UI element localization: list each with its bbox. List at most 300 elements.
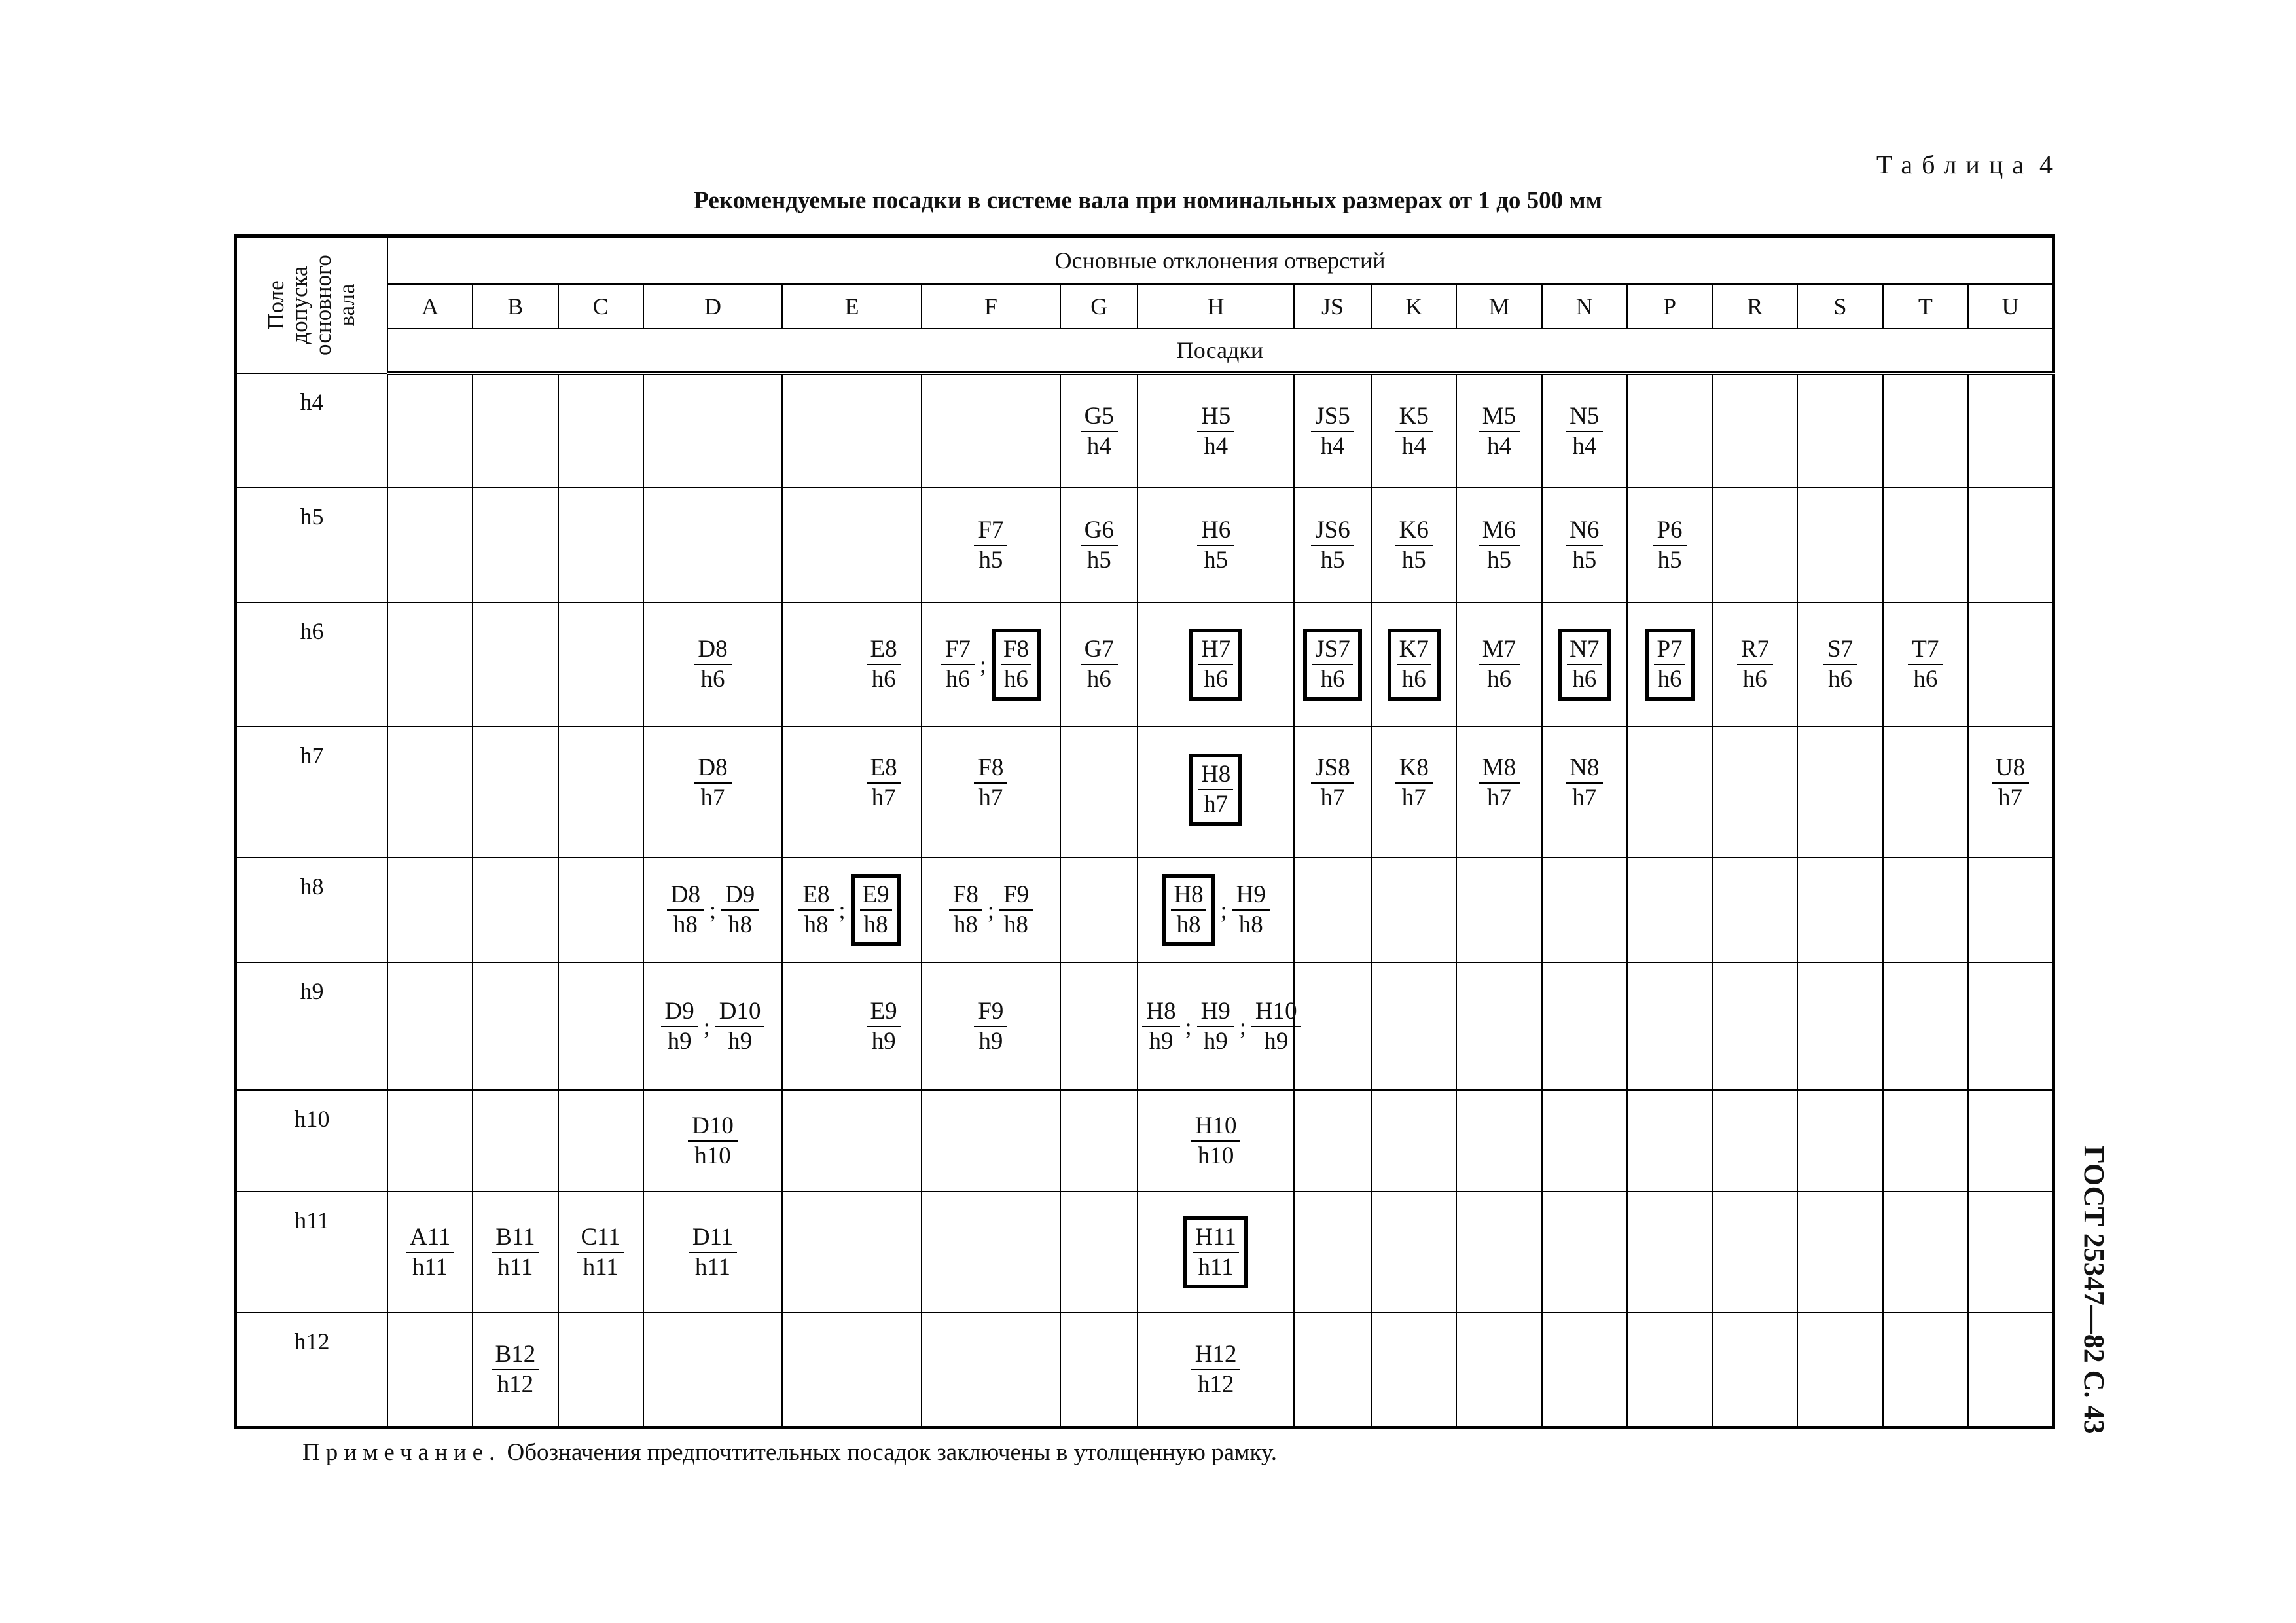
fit-shaft-tolerance: h7 bbox=[1486, 784, 1511, 811]
fit-separator: ; bbox=[709, 897, 716, 923]
fit-cell-h6-t bbox=[1883, 602, 1968, 727]
fit-cell-h11-d bbox=[643, 1192, 782, 1313]
fit bbox=[1566, 402, 1603, 461]
preferred-fit bbox=[1388, 629, 1441, 701]
fit-cell-h6-b bbox=[473, 602, 558, 727]
fit bbox=[941, 635, 975, 694]
fit-cell-h9-k bbox=[1371, 962, 1456, 1090]
fit-cell-h7-b bbox=[473, 727, 558, 858]
fit-shaft-tolerance: h6 bbox=[1086, 666, 1111, 693]
fit-shaft-tolerance: h8 bbox=[1176, 911, 1201, 938]
fit-cell-h5-h bbox=[1138, 488, 1294, 602]
fit-hole-tolerance: F8 bbox=[974, 754, 1007, 784]
fit bbox=[1395, 516, 1433, 575]
fit-hole-tolerance: K7 bbox=[1397, 635, 1431, 665]
fit-shaft-tolerance: h7 bbox=[1204, 791, 1229, 818]
column-header-p: P bbox=[1627, 284, 1712, 329]
fit-shaft-tolerance: h6 bbox=[1204, 666, 1229, 693]
fit-cell-h11-m bbox=[1456, 1192, 1541, 1313]
preferred-fit bbox=[1189, 629, 1242, 701]
fit-hole-tolerance: N6 bbox=[1566, 516, 1603, 546]
fit-cell-h10-p bbox=[1627, 1090, 1712, 1192]
fit-shaft-tolerance: h7 bbox=[700, 784, 725, 811]
fit-cell-h12-n bbox=[1542, 1313, 1627, 1427]
fit-shaft-tolerance: h5 bbox=[1572, 546, 1597, 574]
fit-shaft-tolerance: h5 bbox=[1486, 546, 1511, 574]
fit-cell-h8-f bbox=[922, 858, 1060, 962]
fit-hole-tolerance: JS5 bbox=[1311, 402, 1354, 432]
fit-cell-h10-g bbox=[1060, 1090, 1138, 1192]
fit-hole-tolerance: P7 bbox=[1654, 635, 1685, 665]
column-header-t: T bbox=[1883, 284, 1968, 329]
fit-shaft-tolerance: h5 bbox=[1401, 546, 1426, 574]
table-label-number: 4 bbox=[2039, 150, 2053, 179]
corner-label-line: основного bbox=[310, 255, 336, 356]
fit-cell-h8-h bbox=[1138, 858, 1294, 962]
fit-shaft-tolerance: h5 bbox=[1320, 546, 1345, 574]
fit-cell-h11-t bbox=[1883, 1192, 1968, 1313]
fit-hole-tolerance: P6 bbox=[1653, 516, 1686, 546]
fit-cell-h7-k bbox=[1371, 727, 1456, 858]
column-header-m: M bbox=[1456, 284, 1541, 329]
fit-cell-h11-b bbox=[473, 1192, 558, 1313]
preferred-fit bbox=[992, 629, 1041, 701]
fit-cell-h5-g bbox=[1060, 488, 1138, 602]
fit-hole-tolerance: E8 bbox=[798, 881, 833, 911]
fit bbox=[1395, 754, 1433, 812]
fit-cell-h4-r bbox=[1712, 373, 1797, 488]
fit bbox=[1479, 754, 1520, 812]
fit-cell-h12-u bbox=[1968, 1313, 2054, 1427]
fit-cell-h9-u bbox=[1968, 962, 2054, 1090]
table-row bbox=[236, 602, 2054, 727]
fit-shaft-tolerance: h8 bbox=[863, 911, 888, 938]
fit-hole-tolerance: U8 bbox=[1992, 754, 2029, 784]
fit-cell-h4-a bbox=[387, 373, 473, 488]
table-row bbox=[236, 727, 2054, 858]
fit-hole-tolerance: D8 bbox=[694, 754, 731, 784]
fit-hole-tolerance: H11 bbox=[1193, 1223, 1238, 1253]
fit bbox=[661, 997, 698, 1056]
fit-separator: ; bbox=[1185, 1013, 1192, 1040]
shaft-tolerance-h6: h6 bbox=[236, 602, 387, 727]
fit-cell-h12-a bbox=[387, 1313, 473, 1427]
fit-hole-tolerance: B12 bbox=[492, 1340, 540, 1370]
fit-shaft-tolerance: h6 bbox=[1657, 666, 1682, 693]
fit-shaft-tolerance: h11 bbox=[497, 1253, 533, 1281]
fit-shaft-tolerance: h7 bbox=[871, 784, 896, 811]
corner-label-line: допуска bbox=[287, 266, 313, 344]
fit-shaft-tolerance: h9 bbox=[1264, 1027, 1289, 1055]
fit-cell-h9-c bbox=[558, 962, 643, 1090]
fit-hole-tolerance: H8 bbox=[1171, 881, 1206, 911]
corner-label-line: Поле bbox=[263, 280, 289, 330]
header-main-label: Основные отклонения отверстий bbox=[387, 236, 2054, 285]
fit-shaft-tolerance: h6 bbox=[1320, 666, 1345, 693]
fit-cell-h8-k bbox=[1371, 858, 1456, 962]
fit bbox=[1191, 1340, 1241, 1399]
fit bbox=[867, 635, 901, 694]
table-label bbox=[1876, 149, 2053, 180]
fit-cell-h12-k bbox=[1371, 1313, 1456, 1427]
fit-shaft-tolerance: h5 bbox=[1204, 546, 1229, 574]
fit-hole-tolerance: H9 bbox=[1232, 881, 1270, 911]
column-header-g: G bbox=[1060, 284, 1138, 329]
fit-shaft-tolerance: h4 bbox=[1320, 432, 1345, 460]
fit-hole-tolerance: D9 bbox=[721, 881, 759, 911]
fit-hole-tolerance: M5 bbox=[1479, 402, 1520, 432]
fit-cell-h12-d bbox=[643, 1313, 782, 1427]
fit-shaft-tolerance: h8 bbox=[673, 911, 698, 938]
fit-cell-h6-h bbox=[1138, 602, 1294, 727]
fit bbox=[1251, 997, 1301, 1056]
shaft-tolerance-h11: h11 bbox=[236, 1192, 387, 1313]
fit-shaft-tolerance: h9 bbox=[1203, 1027, 1228, 1055]
fit-cell-h12-e bbox=[782, 1313, 921, 1427]
fit-separator: ; bbox=[1220, 897, 1227, 923]
fit-cell-h7-u bbox=[1968, 727, 2054, 858]
fit bbox=[406, 1223, 454, 1282]
fit bbox=[1479, 516, 1520, 575]
fit-cell-h8-u bbox=[1968, 858, 2054, 962]
fit-shaft-tolerance: h6 bbox=[871, 666, 896, 693]
fit-cell-h8-e bbox=[782, 858, 921, 962]
column-header-k: K bbox=[1371, 284, 1456, 329]
shaft-tolerance-h8: h8 bbox=[236, 858, 387, 962]
fit-shaft-tolerance: h11 bbox=[583, 1253, 619, 1281]
fit bbox=[1232, 881, 1270, 939]
fit-shaft-tolerance: h6 bbox=[1572, 666, 1597, 693]
fit-cell-h9-f bbox=[922, 962, 1060, 1090]
fit-shaft-tolerance: h9 bbox=[871, 1027, 896, 1055]
fit-shaft-tolerance: h11 bbox=[412, 1253, 448, 1281]
preferred-fit bbox=[1189, 754, 1242, 826]
fit-hole-tolerance: C11 bbox=[577, 1223, 624, 1253]
fit bbox=[1191, 1112, 1241, 1171]
fit-cell-h8-t bbox=[1883, 858, 1968, 962]
fit-hole-tolerance: T7 bbox=[1908, 635, 1943, 665]
fit bbox=[974, 516, 1007, 575]
fit-hole-tolerance: JS7 bbox=[1312, 635, 1352, 665]
fit-shaft-tolerance: h4 bbox=[1486, 432, 1511, 460]
fit-cell-h4-k bbox=[1371, 373, 1456, 488]
fit-shaft-tolerance: h4 bbox=[1401, 432, 1426, 460]
fit bbox=[1081, 635, 1118, 694]
fit-cell-h11-e bbox=[782, 1192, 921, 1313]
fit-hole-tolerance: H6 bbox=[1197, 516, 1234, 546]
fit-cell-h12-js bbox=[1294, 1313, 1371, 1427]
fit-cell-h9-a bbox=[387, 962, 473, 1090]
fit-separator: ; bbox=[979, 651, 986, 678]
fit-hole-tolerance: F9 bbox=[974, 997, 1007, 1027]
fit bbox=[688, 1112, 738, 1171]
fit-hole-tolerance: F7 bbox=[941, 635, 975, 665]
shaft-tolerance-h10: h10 bbox=[236, 1090, 387, 1192]
fit bbox=[867, 997, 901, 1056]
fit-shaft-tolerance: h5 bbox=[978, 546, 1003, 574]
note-word: Примечание. bbox=[302, 1439, 501, 1466]
fit-cell-h10-h bbox=[1138, 1090, 1294, 1192]
fit-cell-h9-g bbox=[1060, 962, 1138, 1090]
preferred-fit bbox=[1558, 629, 1611, 701]
fit-shaft-tolerance: h6 bbox=[1742, 666, 1767, 693]
fit-cell-h5-a bbox=[387, 488, 473, 602]
fit bbox=[1081, 516, 1118, 575]
fit bbox=[798, 881, 833, 939]
fit-hole-tolerance: K5 bbox=[1395, 402, 1433, 432]
fit bbox=[1653, 516, 1686, 575]
fit-shaft-tolerance: h8 bbox=[953, 911, 978, 938]
fit-shaft-tolerance: h6 bbox=[1913, 666, 1938, 693]
fit-cell-h11-f bbox=[922, 1192, 1060, 1313]
fit bbox=[999, 881, 1033, 939]
fit-cell-h8-p bbox=[1627, 858, 1712, 962]
fit-hole-tolerance: D10 bbox=[688, 1112, 738, 1142]
corner-cell bbox=[236, 236, 387, 374]
fit-cell-h5-b bbox=[473, 488, 558, 602]
fit-cell-h8-m bbox=[1456, 858, 1541, 962]
fit-cell-h4-t bbox=[1883, 373, 1968, 488]
fit-cell-h10-k bbox=[1371, 1090, 1456, 1192]
fit-shaft-tolerance: h9 bbox=[978, 1027, 1003, 1055]
fit-cell-h10-d bbox=[643, 1090, 782, 1192]
preferred-fit bbox=[851, 874, 901, 946]
fit-hole-tolerance: E8 bbox=[867, 754, 901, 784]
column-header-h: H bbox=[1138, 284, 1294, 329]
fit-cell-h11-k bbox=[1371, 1192, 1456, 1313]
fit-hole-tolerance: E8 bbox=[867, 635, 901, 665]
fit-hole-tolerance: D10 bbox=[715, 997, 765, 1027]
fit bbox=[1479, 402, 1520, 461]
fit-cell-h8-d bbox=[643, 858, 782, 962]
fit-cell-h10-t bbox=[1883, 1090, 1968, 1192]
fit-hole-tolerance: H10 bbox=[1251, 997, 1301, 1027]
fit-cell-h4-f bbox=[922, 373, 1060, 488]
fit-cell-h6-p bbox=[1627, 602, 1712, 727]
fit-hole-tolerance: M6 bbox=[1479, 516, 1520, 546]
fit-cell-h7-h bbox=[1138, 727, 1294, 858]
fit bbox=[1142, 997, 1179, 1056]
fit-hole-tolerance: G7 bbox=[1081, 635, 1118, 665]
fit-hole-tolerance: H12 bbox=[1191, 1340, 1241, 1370]
fit-cell-h4-e bbox=[782, 373, 921, 488]
fit-cell-h9-d bbox=[643, 962, 782, 1090]
fit-cell-h5-s bbox=[1797, 488, 1882, 602]
fit-cell-h7-d bbox=[643, 727, 782, 858]
fit-cell-h4-m bbox=[1456, 373, 1541, 488]
fit-hole-tolerance: F9 bbox=[999, 881, 1033, 911]
table-title: Рекомендуемые посадки в системе вала при номинальных размерах от 1 до 500 мм bbox=[694, 187, 1602, 214]
fit-cell-h5-p bbox=[1627, 488, 1712, 602]
fit-cell-h12-m bbox=[1456, 1313, 1541, 1427]
fit-cell-h4-n bbox=[1542, 373, 1627, 488]
fit-cell-h6-m bbox=[1456, 602, 1541, 727]
fit-cell-h5-r bbox=[1712, 488, 1797, 602]
fit-cell-h9-r bbox=[1712, 962, 1797, 1090]
fit-hole-tolerance: H8 bbox=[1142, 997, 1179, 1027]
fit bbox=[949, 881, 982, 939]
column-header-u: U bbox=[1968, 284, 2054, 329]
fit-hole-tolerance: G6 bbox=[1081, 516, 1118, 546]
fit-shaft-tolerance: h6 bbox=[1003, 666, 1028, 693]
header-row-letters bbox=[236, 284, 2054, 329]
fit-shaft-tolerance: h10 bbox=[694, 1142, 731, 1169]
fit-hole-tolerance: N7 bbox=[1567, 635, 1602, 665]
fit-cell-h10-r bbox=[1712, 1090, 1797, 1192]
fit-cell-h4-js bbox=[1294, 373, 1371, 488]
fit-cell-h8-a bbox=[387, 858, 473, 962]
fit-cell-h4-s bbox=[1797, 373, 1882, 488]
fit-cell-h12-t bbox=[1883, 1313, 1968, 1427]
note-text: Обозначения предпочтительных посадок заключены в утолщенную рамку. bbox=[501, 1439, 1277, 1466]
fit-cell-h7-e bbox=[782, 727, 921, 858]
fit-hole-tolerance: E9 bbox=[860, 881, 892, 911]
fit-cell-h7-m bbox=[1456, 727, 1541, 858]
table-row bbox=[236, 488, 2054, 602]
table-row bbox=[236, 373, 2054, 488]
fit-cell-h8-n bbox=[1542, 858, 1627, 962]
fit-separator: ; bbox=[703, 1013, 710, 1040]
fit bbox=[1908, 635, 1943, 694]
fit-cell-h11-c bbox=[558, 1192, 643, 1313]
shaft-tolerance-h4: h4 bbox=[236, 373, 387, 488]
fit-cell-h6-g bbox=[1060, 602, 1138, 727]
fit-shaft-tolerance: h6 bbox=[1401, 666, 1426, 693]
fit-hole-tolerance: M8 bbox=[1479, 754, 1520, 784]
fit bbox=[1992, 754, 2029, 812]
fit-cell-h8-js bbox=[1294, 858, 1371, 962]
fit-hole-tolerance: F8 bbox=[949, 881, 982, 911]
fit-cell-h11-g bbox=[1060, 1192, 1138, 1313]
fit-separator: ; bbox=[1239, 1013, 1246, 1040]
fit bbox=[1311, 402, 1354, 461]
fit-cell-h4-d bbox=[643, 373, 782, 488]
fit bbox=[1479, 635, 1520, 694]
table-row bbox=[236, 858, 2054, 962]
fit-cell-h9-s bbox=[1797, 962, 1882, 1090]
fit-cell-h7-n bbox=[1542, 727, 1627, 858]
fit-cell-h6-js bbox=[1294, 602, 1371, 727]
fit-cell-h9-h bbox=[1138, 962, 1297, 1090]
fit bbox=[689, 1223, 737, 1282]
fit-cell-h9-b bbox=[473, 962, 558, 1090]
fit-cell-h5-m bbox=[1456, 488, 1541, 602]
fit-shaft-tolerance: h4 bbox=[1086, 432, 1111, 460]
fit-cell-h6-u bbox=[1968, 602, 2054, 727]
fit-cell-h11-r bbox=[1712, 1192, 1797, 1313]
preferred-fit bbox=[1645, 629, 1694, 701]
fit-hole-tolerance: N5 bbox=[1566, 402, 1603, 432]
fit-cell-h6-k bbox=[1371, 602, 1456, 727]
fit-cell-h8-c bbox=[558, 858, 643, 962]
side-label: ГОСТ 25347—82 С. 43 bbox=[2078, 1146, 2110, 1434]
corner-label-line: вала bbox=[334, 283, 360, 327]
fit-hole-tolerance: D11 bbox=[689, 1223, 737, 1253]
fit-hole-tolerance: F8 bbox=[1001, 635, 1031, 665]
fit bbox=[1311, 516, 1354, 575]
note bbox=[302, 1438, 1277, 1467]
fit-cell-h10-s bbox=[1797, 1090, 1882, 1192]
fit-hole-tolerance: H10 bbox=[1191, 1112, 1241, 1142]
fit bbox=[492, 1223, 539, 1282]
fit-hole-tolerance: S7 bbox=[1823, 635, 1857, 665]
fit-cell-h10-c bbox=[558, 1090, 643, 1192]
fit-cell-h7-js bbox=[1294, 727, 1371, 858]
header-fits-label: Посадки bbox=[387, 329, 2054, 373]
fit-shaft-tolerance: h10 bbox=[1197, 1142, 1234, 1169]
fit-cell-h11-n bbox=[1542, 1192, 1627, 1313]
fit-cell-h9-e bbox=[782, 962, 921, 1090]
fit bbox=[1395, 402, 1433, 461]
fit bbox=[577, 1223, 624, 1282]
fit-cell-h11-js bbox=[1294, 1192, 1371, 1313]
column-header-e: E bbox=[782, 284, 921, 329]
table-label-word: Таблица bbox=[1876, 150, 2033, 179]
fit bbox=[694, 635, 731, 694]
fit-shaft-tolerance: h6 bbox=[945, 666, 970, 693]
column-header-js: JS bbox=[1294, 284, 1371, 329]
fit bbox=[974, 754, 1007, 812]
fit-cell-h6-c bbox=[558, 602, 643, 727]
fit bbox=[1197, 516, 1234, 575]
fit-cell-h4-h bbox=[1138, 373, 1294, 488]
fit-cell-h5-e bbox=[782, 488, 921, 602]
fit-cell-h10-js bbox=[1294, 1090, 1371, 1192]
header-row-main bbox=[236, 236, 2054, 285]
fit-shaft-tolerance: h7 bbox=[978, 784, 1003, 811]
column-header-r: R bbox=[1712, 284, 1797, 329]
fit-cell-h9-t bbox=[1883, 962, 1968, 1090]
fit-shaft-tolerance: h11 bbox=[1198, 1253, 1234, 1281]
fit-hole-tolerance: A11 bbox=[406, 1223, 454, 1253]
table-row bbox=[236, 1313, 2054, 1427]
fit bbox=[1823, 635, 1857, 694]
fit-hole-tolerance: H7 bbox=[1198, 635, 1233, 665]
fit-shaft-tolerance: h7 bbox=[1320, 784, 1345, 811]
fit-shaft-tolerance: h6 bbox=[1828, 666, 1853, 693]
fit-shaft-tolerance: h4 bbox=[1204, 432, 1229, 460]
fit-cell-h12-g bbox=[1060, 1313, 1138, 1427]
fit-hole-tolerance: G5 bbox=[1081, 402, 1118, 432]
fit-shaft-tolerance: h8 bbox=[728, 911, 753, 938]
fit-cell-h6-e bbox=[782, 602, 921, 727]
fit-cell-h5-c bbox=[558, 488, 643, 602]
fit-cell-h5-d bbox=[643, 488, 782, 602]
fit-hole-tolerance: M7 bbox=[1479, 635, 1520, 665]
fit-cell-h7-s bbox=[1797, 727, 1882, 858]
fit-cell-h9-n bbox=[1542, 962, 1627, 1090]
fit bbox=[694, 754, 731, 812]
preferred-fit bbox=[1303, 629, 1361, 701]
column-header-a: A bbox=[387, 284, 473, 329]
table-row bbox=[236, 1090, 2054, 1192]
fit-separator: ; bbox=[987, 897, 994, 923]
fit-cell-h12-f bbox=[922, 1313, 1060, 1427]
fit-cell-h10-f bbox=[922, 1090, 1060, 1192]
fit-hole-tolerance: JS8 bbox=[1311, 754, 1354, 784]
column-header-c: C bbox=[558, 284, 643, 329]
fit-cell-h10-a bbox=[387, 1090, 473, 1192]
fit-cell-h10-m bbox=[1456, 1090, 1541, 1192]
fit-hole-tolerance: H8 bbox=[1198, 760, 1233, 790]
fit-cell-h5-u bbox=[1968, 488, 2054, 602]
fit-cell-h8-b bbox=[473, 858, 558, 962]
fit-shaft-tolerance: h12 bbox=[497, 1370, 534, 1398]
fit-hole-tolerance: R7 bbox=[1737, 635, 1773, 665]
shaft-tolerance-h9: h9 bbox=[236, 962, 387, 1090]
fit-shaft-tolerance: h8 bbox=[1238, 911, 1263, 938]
corner-label bbox=[264, 255, 359, 356]
